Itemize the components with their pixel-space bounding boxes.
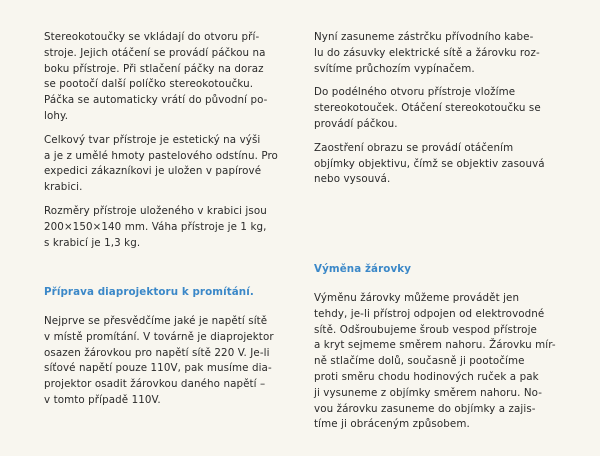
- right-section-body: [314, 291, 569, 441]
- paragraph-bulb-replacement: Výměnu žárovky můžeme provádět jen tehdy, je-li přístroj odpojen od elektrovodné sítě. Odšroubujeme šroub vespod přístroje a kryt sejmeme směrem nahoru. Žárovku mír- ně stlačíme dolů, současně ji pootočíme proti směru chodu hodinových ruček a pak ji vysuneme z objímky směrem nahoru. No- vou žárovku zasuneme do objímky a zajis- tíme ji obráceným způsobem.: [314, 292, 556, 431]
- paragraph-stereo-discs: Stereokotoučky se vkládají do otvoru pří- stroje. Jejich otáčení se provádí páčkou na boku přístroje. Při stlačení páčky na doraz se pootočí další políčko stereokotoučku. Páčka se automaticky vrátí do původní po- lohy.: [44, 31, 268, 122]
- left-column: [44, 30, 294, 259]
- heading-projector-preparation: Příprava diaprojektoru k promítání.: [44, 286, 254, 298]
- paragraph-device-shape: Celkový tvar přístroje je estetický na výši a je z umělé hmoty pastelového odstínu. Pro expedici zákazníkovi je uložen v papírové krabici.: [44, 133, 278, 194]
- right-column: [314, 30, 569, 196]
- heading-bulb-replacement: Výměna žárovky: [314, 263, 412, 275]
- paragraph-power-plug: Nyní zasuneme zástrčku přívodního kabe- lu do zásuvky elektrické sítě a žárovku roz- svítíme průchozím vypínačem.: [314, 31, 540, 75]
- paragraph-voltage-check: Nejprve se přesvědčíme jaké je napětí sítě v místě promítání. V továrně je diaprojektor osazen žárovkou pro napětí sítě 220 V. Je-li síťové napětí pouze 110V, pak musíme dia- projektor osadit žárovkou daného napětí – v tomto případě 110V.: [44, 315, 274, 406]
- paragraph-focusing: Zaostření obrazu se provádí otáčením objímky objektivu, čímž se objektiv zasouvá nebo vysouvá.: [314, 141, 545, 186]
- left-section-body: [44, 314, 294, 417]
- paragraph-dimensions: Rozměry přístroje uloženého v krabici jsou 200×150×140 mm. Váha přístroje je 1 kg, s krabicí je 1,3 kg.: [44, 204, 267, 249]
- paragraph-insert-disc: Do podélného otvoru přístroje vložíme stereokotouček. Otáčení stereokotoučku se provádí páčkou.: [314, 86, 541, 130]
